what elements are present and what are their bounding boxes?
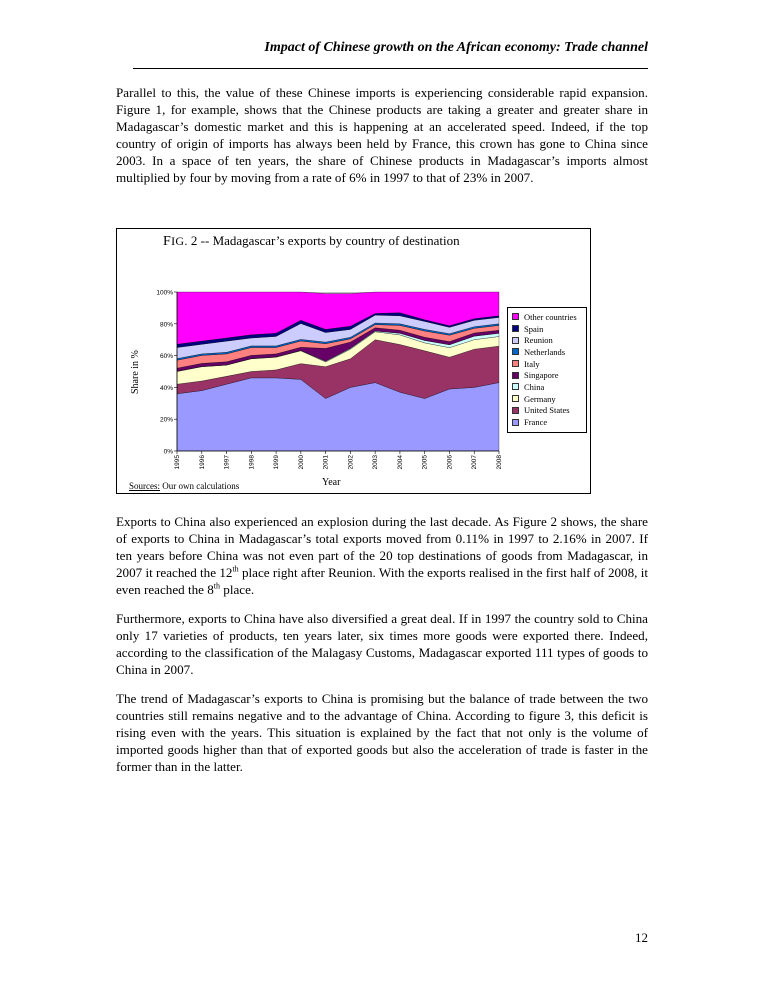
legend-label: Germany — [524, 393, 556, 404]
figure-label-rest: IG. — [171, 234, 188, 248]
legend-swatch — [512, 313, 519, 320]
legend-label: France — [524, 417, 548, 428]
figure-sources — [129, 481, 239, 491]
legend-swatch — [512, 383, 519, 390]
y-tick-label: 0% — [163, 448, 173, 456]
legend-item — [512, 346, 586, 358]
legend-label: Italy — [524, 358, 540, 369]
paragraph-4: The trend of Madagascar’s exports to China is promising but the balance of trade between the two countries still remains negative and to the advantage of China. According to figure 3, this deficit is rising even with the years. This situation is explained by the fact that not only is the volume of imported goods higher than that of exported goods but also the acceleration of trade is faster in the former than in the latter. — [116, 691, 648, 774]
legend-swatch — [512, 372, 519, 379]
legend-label: Reunion — [524, 335, 553, 346]
x-tick-label: 2002 — [347, 455, 355, 470]
x-tick-label: 1996 — [198, 455, 206, 470]
legend-swatch — [512, 337, 519, 344]
y-tick-label: 60% — [159, 353, 173, 361]
x-tick-label: 2006 — [446, 455, 454, 470]
legend-label: Netherlands — [524, 346, 566, 357]
figure-title — [163, 233, 460, 250]
x-tick-label: 2000 — [297, 455, 305, 470]
legend-label: Other countries — [524, 311, 577, 322]
legend-item — [512, 405, 586, 417]
legend-item — [512, 334, 586, 346]
legend-label: Spain — [524, 323, 544, 334]
paragraph-3: Furthermore, exports to China have also diversified a great deal. If in 1997 the country sold to China only 17 varieties of products, ten years later, six times more goods were exported there. Indeed, according to the classification of the Malagasy Customs, Madagascar exported 111 types of goods to China in 2007. — [116, 611, 648, 677]
legend-item — [512, 416, 586, 428]
y-tick-label: 80% — [159, 321, 173, 329]
legend-item — [512, 393, 586, 405]
legend-item — [512, 323, 586, 335]
chart-legend — [507, 307, 587, 433]
x-tick-label: 1997 — [223, 455, 231, 470]
legend-item — [512, 311, 586, 323]
ordinal-superscript: th — [213, 581, 221, 591]
sources-text: Our own calculations — [160, 481, 240, 491]
x-axis-label: Year — [322, 477, 341, 488]
x-tick-label: 2005 — [421, 455, 429, 470]
x-tick-label: 2008 — [496, 455, 503, 470]
legend-label: United States — [524, 405, 570, 416]
legend-item — [512, 358, 586, 370]
y-axis-label: Share in % — [130, 350, 141, 394]
x-tick-label: 2001 — [322, 455, 330, 470]
x-tick-label: 2007 — [471, 455, 479, 470]
paragraph-2 — [116, 513, 648, 598]
running-header: Impact of Chinese growth on the African economy: Trade channel — [264, 40, 648, 55]
y-tick-label: 100% — [156, 289, 173, 297]
figure-label-initial: F — [163, 234, 172, 249]
legend-swatch — [512, 360, 519, 367]
figure-caption: Madagascar’s exports by country of destination — [212, 233, 460, 248]
legend-item — [512, 369, 586, 381]
legend-swatch — [512, 395, 519, 402]
x-tick-label: 2003 — [372, 455, 380, 470]
y-tick-label: 20% — [159, 416, 173, 424]
paragraph-2-part-c: place. — [220, 582, 255, 597]
legend-label: China — [524, 381, 545, 392]
figure-number: 2 -- — [190, 233, 210, 248]
y-tick-label: 40% — [159, 384, 173, 392]
legend-item — [512, 381, 586, 393]
figure-2 — [116, 228, 591, 494]
x-tick-label: 1999 — [273, 455, 281, 470]
legend-swatch — [512, 325, 519, 332]
legend-swatch — [512, 419, 519, 426]
legend-swatch — [512, 407, 519, 414]
x-tick-label: 1998 — [248, 455, 256, 470]
header-rule — [133, 68, 648, 69]
paragraph-2-part-b: place right after Reunion. With the exports realised in the first half of 2008, it even reached the 8 — [116, 565, 648, 597]
sources-label: Sources: — [129, 481, 160, 491]
paragraph-2-part-a: Exports to China also experienced an explosion during the last decade. As Figure 2 shows, the share of exports to China in Madagascar’s total exports moved from 0.11% in 1997 to 2.16% in 2007. If ten years before China was not even part of the 20 top destinations of goods from Madagascar, in 2007 it reached the 12 — [116, 514, 648, 580]
legend-label: Singapore — [524, 370, 559, 381]
x-tick-label: 2004 — [396, 455, 404, 470]
paragraph-1: Parallel to this, the value of these Chinese imports is experiencing considerable rapid expansion. Figure 1, for example, shows that the Chinese products are taking a greater and greater share in Madagascar’s domestic market and this is happening at an accelerated speed. Indeed, if the top country of origin of imports has always been held by France, this crown has gone to China since 2003. In a space of ten years, the share of Chinese products in Madagascar’s imports almost multiplied by four by moving from a rate of 6% in 1997 to that of 23% in 2007. — [116, 85, 648, 185]
x-tick-label: 1995 — [174, 455, 181, 470]
ordinal-superscript: th — [232, 564, 239, 574]
legend-swatch — [512, 348, 519, 355]
page-number: 12 — [635, 930, 648, 945]
